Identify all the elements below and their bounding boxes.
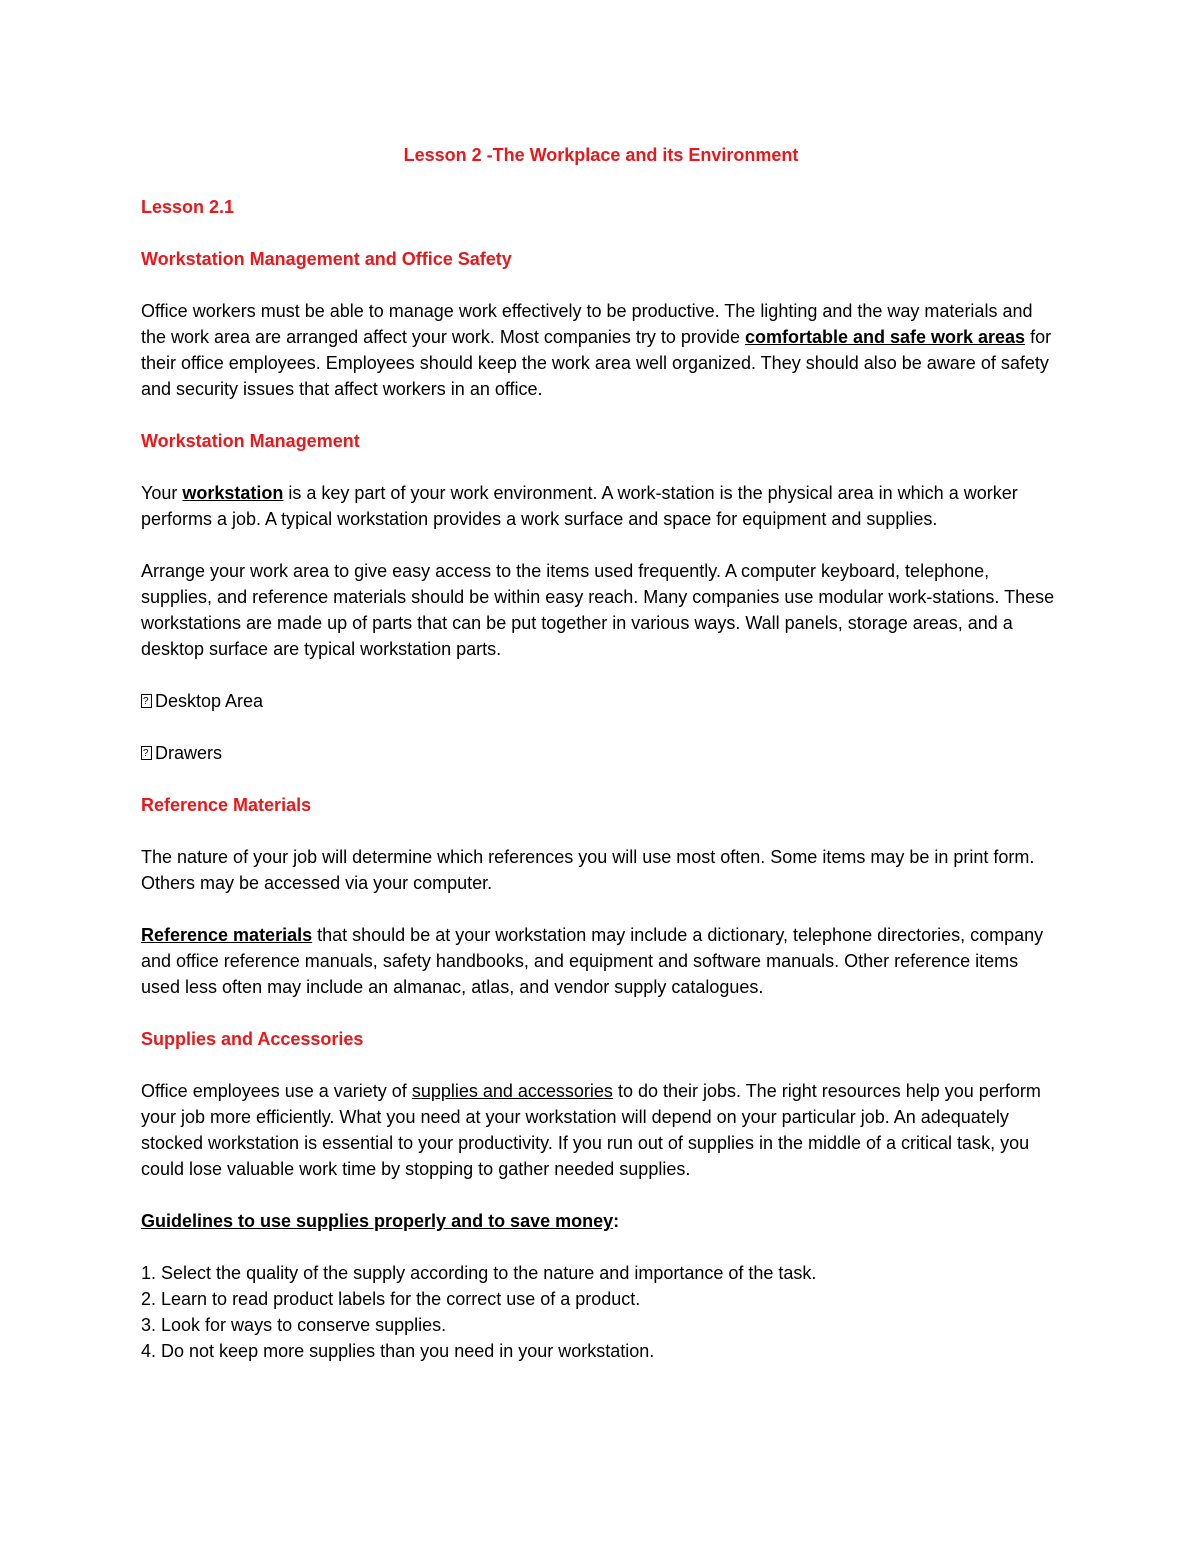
guidelines-colon: : <box>613 1211 620 1231</box>
list-text: Look for ways to conserve supplies. <box>156 1315 447 1335</box>
document-body <box>141 142 1061 1364</box>
list-number: 4. <box>141 1341 157 1361</box>
paragraph-arrange: Arrange your work area to give easy access to the items used frequently. A computer keyboard, telephone, supplies, and reference materials should be within easy reach. Many companies use modular work-stations. These workstations are made up of parts that can be put together in various ways. Wall panels, storage areas, and a desktop surface are typical workstation parts. <box>141 561 1055 659</box>
term-reference-materials: Reference materials <box>141 925 313 945</box>
bullet-text: Desktop Area <box>155 691 264 711</box>
list-text: Do not keep more supplies than you need in your workstation. <box>156 1341 655 1361</box>
document-title: Lesson 2 -The Workplace and its Environment <box>403 145 799 165</box>
paragraph-intro <box>141 298 1061 402</box>
list-item <box>141 1260 1061 1286</box>
text-run: for their office employees. Employees should keep the work area well organized. They should also be aware of safety and security issues that affect workers in an office. <box>141 327 1052 399</box>
text-run: Your <box>141 483 183 503</box>
section-heading-supplies-accessories: Supplies and Accessories <box>141 1029 364 1049</box>
list-item <box>141 1312 1061 1338</box>
bullet-item <box>141 740 1061 766</box>
guidelines-heading-text: Guidelines to use supplies properly and to save money <box>141 1211 614 1231</box>
missing-glyph-icon <box>141 746 152 760</box>
term-supplies-accessories: supplies and accessories <box>411 1081 613 1101</box>
missing-glyph-icon <box>141 694 152 708</box>
section-heading-reference-materials: Reference Materials <box>141 795 312 815</box>
section-heading-workstation-management: Workstation Management <box>141 431 360 451</box>
lesson-label: Lesson 2.1 <box>141 197 235 217</box>
text-run: that should be at your workstation may include a dictionary, telephone directories, company and office reference manuals, safety handbooks, and equipment and software manuals. Other reference items used less often may include an almanac, atlas, and vendor supply catalogues. <box>141 925 1044 997</box>
paragraph-supplies <box>141 1078 1061 1182</box>
term-workstation: workstation <box>182 483 284 503</box>
text-run: to do their jobs. The right resources help you perform your job more efficiently. What you need at your workstation will depend on your particular job. An adequately stocked workstation is essential to your productivity. If you run out of supplies in the middle of a critical task, you could lose valuable work time by stopping to gather needed supplies. <box>141 1081 1041 1179</box>
list-text: Learn to read product labels for the correct use of a product. <box>156 1289 641 1309</box>
bullet-item <box>141 688 1061 714</box>
section-heading-workstation-safety: Workstation Management and Office Safety <box>141 249 512 269</box>
text-run: is a key part of your work environment. A work-station is the physical area in which a worker performs a job. A typical workstation provides a work surface and space for equipment and supplies. <box>141 483 1018 529</box>
list-item <box>141 1338 1061 1364</box>
paragraph-reference-nature: The nature of your job will determine which references you will use most often. Some items may be in print form. Others may be accessed via your computer. <box>141 847 1035 893</box>
paragraph-workstation <box>141 480 1061 532</box>
paragraph-reference-list <box>141 922 1061 1000</box>
text-run: Office workers must be able to manage work effectively to be productive. The lighting and the way materials and the work area are arranged affect your work. Most companies try to provide <box>141 301 1033 347</box>
guidelines-list <box>141 1260 1061 1364</box>
list-number: 2. <box>141 1289 157 1309</box>
term-comfortable-safe-work-areas: comfortable and safe work areas <box>744 327 1026 347</box>
list-number: 1. <box>141 1263 157 1283</box>
bullet-text: Drawers <box>155 743 223 763</box>
guidelines-heading <box>141 1208 1061 1234</box>
list-item <box>141 1286 1061 1312</box>
text-run: Office employees use a variety of <box>141 1081 412 1101</box>
list-number: 3. <box>141 1315 157 1335</box>
list-text: Select the quality of the supply according to the nature and importance of the task. <box>156 1263 817 1283</box>
